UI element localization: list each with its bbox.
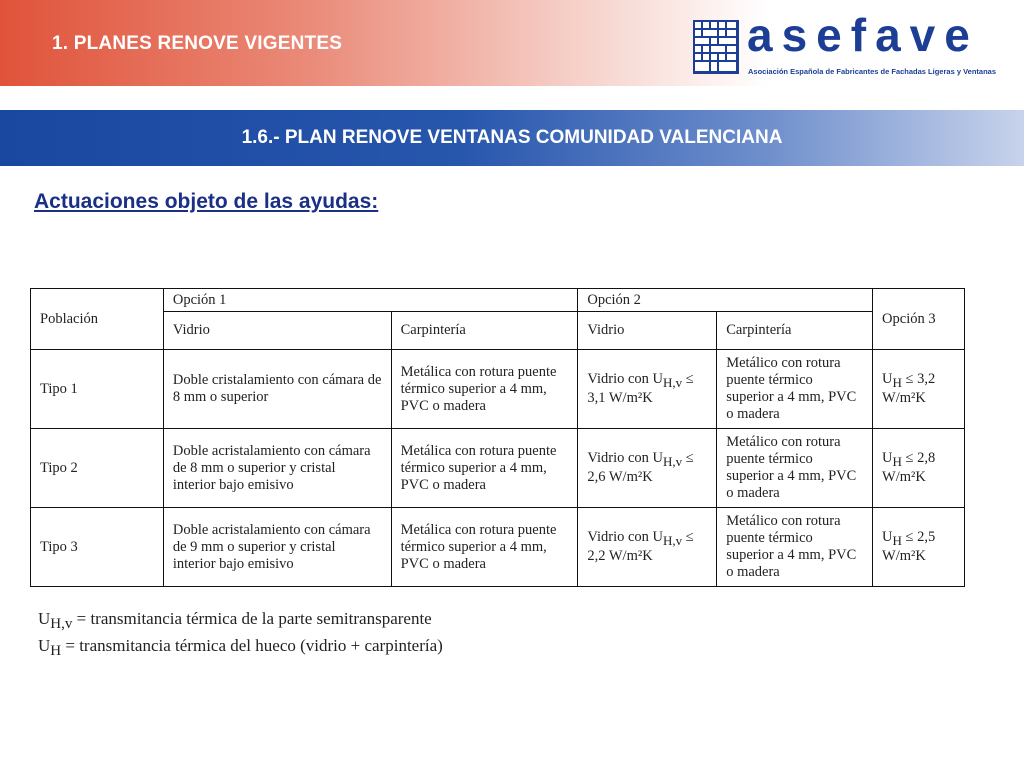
table-row xyxy=(31,429,965,508)
op2-vidrio-sub: H,v xyxy=(663,374,683,390)
cell-op2-vidrio xyxy=(578,429,717,508)
header-opcion-3: Opción 3 xyxy=(873,289,965,350)
cell-op3 xyxy=(873,350,965,429)
table-row xyxy=(31,508,965,587)
op3-pre: U xyxy=(882,370,893,387)
table-row xyxy=(31,350,965,429)
logo-wordmark: asefave xyxy=(747,9,979,61)
cell-op3 xyxy=(873,429,965,508)
subheader-carpinteria: Carpintería xyxy=(391,312,578,350)
legend xyxy=(38,608,443,662)
legend-text: = transmitancia térmica del hueco (vidrio + carpintería) xyxy=(61,636,443,655)
op2-vidrio-post: ≤ 2,6 W/m²K xyxy=(587,449,694,486)
op2-vidrio-sub: H,v xyxy=(663,532,683,548)
op3-pre: U xyxy=(882,449,893,466)
subheader-vidrio: Vidrio xyxy=(578,312,717,350)
header-opcion-2: Opción 2 xyxy=(578,289,873,312)
subheader-carpinteria: Carpintería xyxy=(717,312,873,350)
subheader-vidrio: Vidrio xyxy=(163,312,391,350)
op3-post: ≤ 3,2 W/m²K xyxy=(882,370,936,407)
op2-vidrio-pre: Vidrio con U xyxy=(587,370,664,387)
cell-op2-carpinteria: Metálico con rotura puente térmico superior a 4 mm, PVC o madera xyxy=(717,508,873,587)
op3-sub: H xyxy=(892,532,902,548)
op3-sub: H xyxy=(892,453,902,469)
cell-tipo: Tipo 1 xyxy=(31,350,164,429)
grid-logo-icon xyxy=(693,20,739,74)
cell-op2-vidrio xyxy=(578,508,717,587)
legend-subscript: H,v xyxy=(50,616,73,632)
op2-vidrio-post: ≤ 3,1 W/m²K xyxy=(587,370,694,407)
op3-post: ≤ 2,8 W/m²K xyxy=(882,449,936,486)
cell-op1-carpinteria: Metálica con rotura puente térmico superior a 4 mm, PVC o madera xyxy=(391,350,578,429)
op2-vidrio-sub: H,v xyxy=(663,453,683,469)
op3-sub: H xyxy=(892,374,902,390)
op3-post: ≤ 2,5 W/m²K xyxy=(882,528,936,565)
legend-subscript: H xyxy=(50,643,62,659)
cell-op1-vidrio: Doble acristalamiento con cámara de 9 mm o superior y cristal interior bajo emisivo xyxy=(163,508,391,587)
op3-pre: U xyxy=(882,528,893,545)
page-subtitle: Actuaciones objeto de las ayudas: xyxy=(34,190,379,213)
section-title: 1. PLANES RENOVE VIGENTES xyxy=(52,33,343,54)
op2-vidrio-post: ≤ 2,2 W/m²K xyxy=(587,528,694,565)
cell-tipo: Tipo 2 xyxy=(31,429,164,508)
table-header-row xyxy=(31,289,965,312)
legend-line xyxy=(38,608,443,635)
table-subheader-row xyxy=(31,312,965,350)
legend-text: = transmitancia térmica de la parte semitransparente xyxy=(72,609,432,628)
banner-title: 1.6.- PLAN RENOVE VENTANAS COMUNIDAD VALENCIANA xyxy=(241,127,783,148)
header-poblacion: Población xyxy=(31,289,164,350)
cell-op2-carpinteria: Metálico con rotura puente térmico superior a 4 mm, PVC o madera xyxy=(717,350,873,429)
cell-op1-vidrio: Doble acristalamiento con cámara de 8 mm o superior y cristal interior bajo emisivo xyxy=(163,429,391,508)
legend-symbol: U xyxy=(38,609,51,628)
cell-op3 xyxy=(873,508,965,587)
op2-vidrio-pre: Vidrio con U xyxy=(587,528,664,545)
cell-op1-carpinteria: Metálica con rotura puente térmico superior a 4 mm, PVC o madera xyxy=(391,508,578,587)
cell-op1-vidrio: Doble cristalamiento con cámara de 8 mm o superior xyxy=(163,350,391,429)
cell-op2-vidrio xyxy=(578,350,717,429)
asefave-logo xyxy=(693,9,1005,80)
legend-symbol: U xyxy=(38,636,51,655)
ayudas-table xyxy=(30,288,965,587)
cell-tipo: Tipo 3 xyxy=(31,508,164,587)
legend-line xyxy=(38,635,443,662)
op2-vidrio-pre: Vidrio con U xyxy=(587,449,664,466)
cell-op2-carpinteria: Metálico con rotura puente térmico superior a 4 mm, PVC o madera xyxy=(717,429,873,508)
header-opcion-1: Opción 1 xyxy=(163,289,578,312)
logo-tagline: Asociación Española de Fabricantes de Fachadas Ligeras y Ventanas xyxy=(748,67,997,76)
cell-op1-carpinteria: Metálica con rotura puente térmico superior a 4 mm, PVC o madera xyxy=(391,429,578,508)
